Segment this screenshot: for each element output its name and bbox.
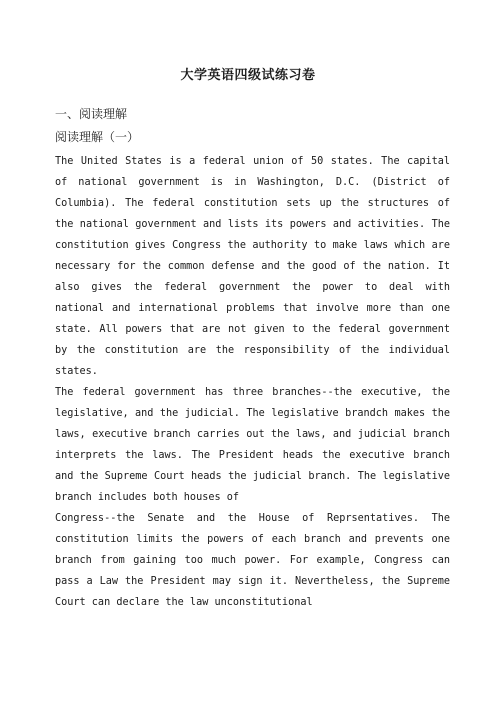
document-title: 大学英语四级试练习卷: [180, 68, 316, 83]
passage-paragraph-3: Congress--the Senate and the House of Reprsentatives. The constitution limits the powers of each branch and prevents one branch from gaining too much power. For example, Congress can pass a Law the President may sign it. Nevertheless, the Supreme Court can declare the law unconstitutional: [55, 513, 450, 608]
reading-passage: [55, 151, 450, 613]
passage-paragraph-1: The United States is a federal union of 50 states. The capital of national government is in Washington, D.C. (District of Columbia). The federal constitution sets up the structures of the national government and lists its powers and activities. The constitution gives Congress the authority to make laws which are necessary for the common defense and the good of the nation. It also gives the federal government the power to deal with national and international problems that involve more than one state. All powers that are not given to the federal government by the constitution are the responsibility of the individual states.: [55, 156, 450, 377]
passage-paragraph-2: The federal government has three branches--the executive, the legislative, and the judicial. The legislative brandch makes the laws, executive branch carries out the laws, and judicial branch interprets the laws. The President heads the executive branch and the Supreme Court heads the judicial branch. The legislative branch includes both houses of: [55, 387, 450, 503]
subsection-heading: 阅读理解（一）: [55, 130, 140, 144]
section-heading: 一、阅读理解: [55, 107, 128, 121]
